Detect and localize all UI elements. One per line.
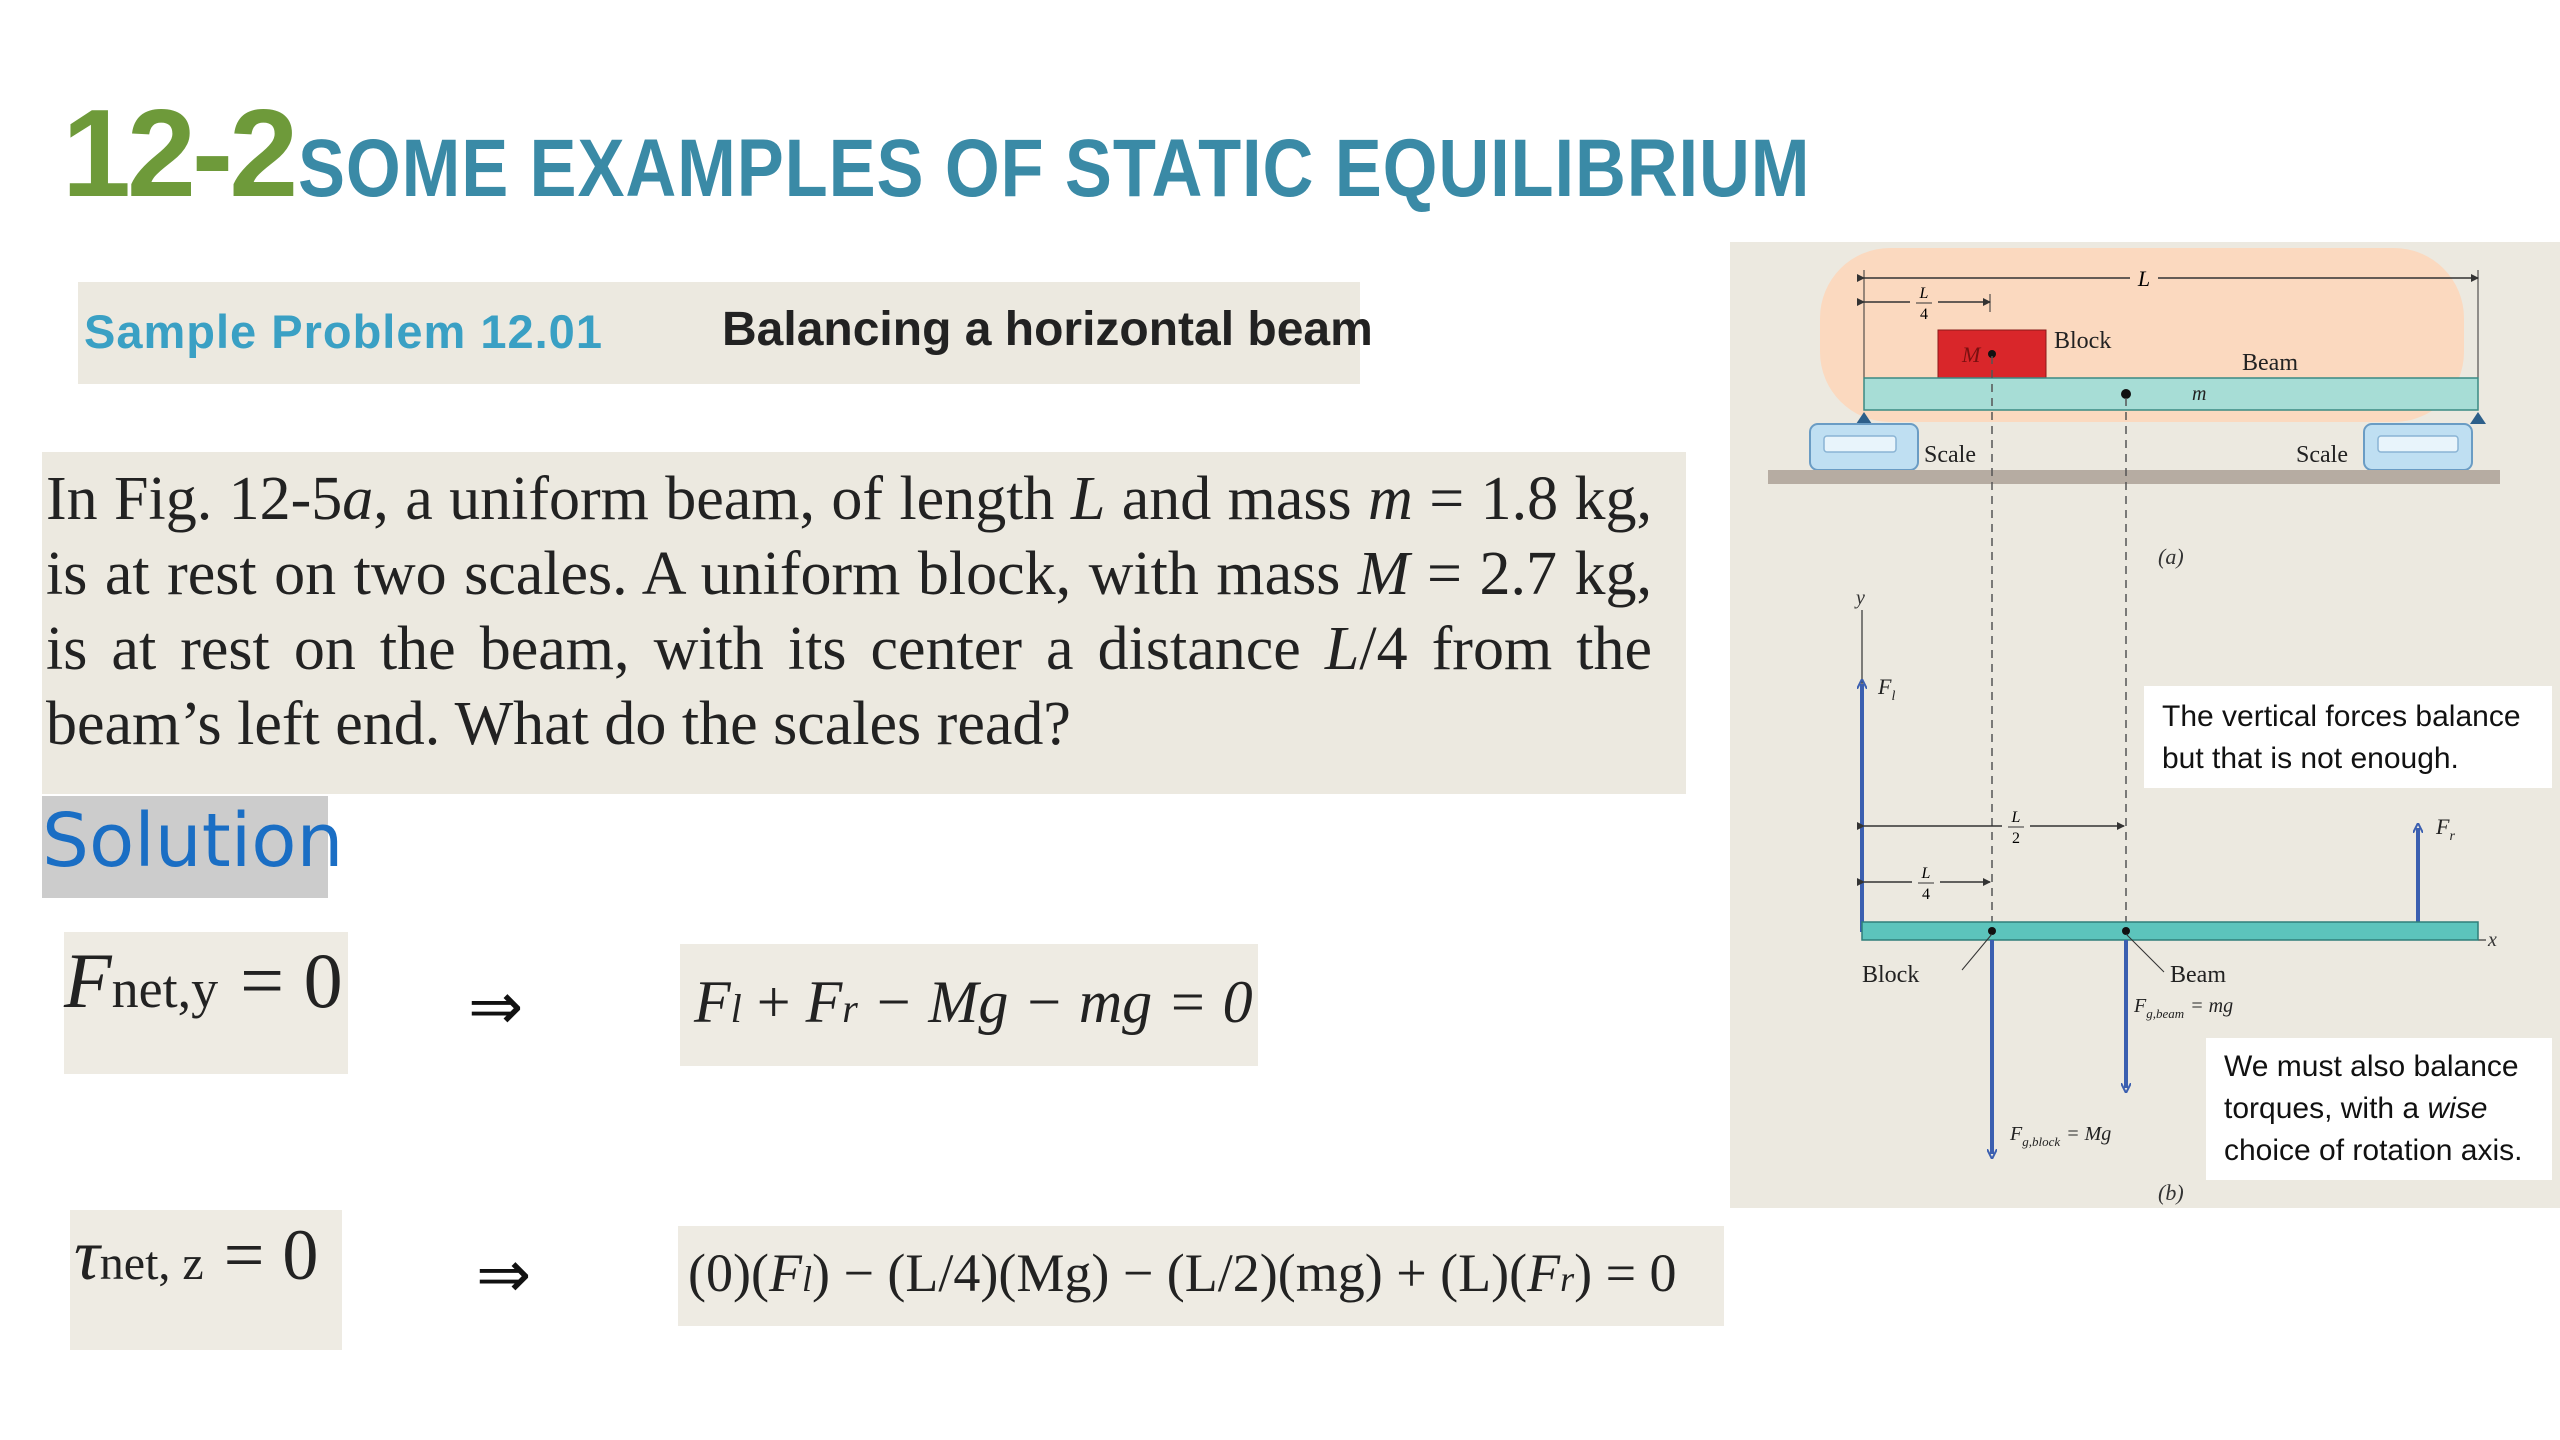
svg-text:Scale: Scale [2296,442,2348,468]
svg-text:M: M [1962,342,1981,367]
implies-arrow-2: ⇒ [476,1236,532,1313]
svg-text:4: 4 [1920,306,1928,323]
solution-heading: Solution [42,798,344,884]
callout-vertical-forces: The vertical forces balance but that is not enough. [2144,686,2552,788]
section-title: SOME EXAMPLES OF STATIC EQUILIBRIUM [298,123,1811,214]
svg-text:y: y [1856,587,1865,609]
block-label: Block [2054,328,2112,354]
callout-torques: We must also balance torques, with a wise choice of rotation axis. [2206,1038,2552,1180]
svg-text:L: L [2011,809,2021,826]
svg-text:Fg,block= Mg: $F_{g,block} = Mg$ [2010,1123,2112,1149]
svg-text:Fr: $F_r$ [2436,814,2455,844]
scale-right [2364,424,2472,470]
sample-problem-label: Sample Problem 12.01 [84,305,603,358]
svg-text:Fl: $F_l$ [1878,674,1896,704]
svg-text:L: L [1919,285,1929,302]
section-number: 12-2 [62,85,295,223]
svg-text:m: m [2192,383,2207,405]
svg-text:(a): (a) [2158,544,2184,569]
svg-text:Fg,beam= mg: $F_{g,beam}$ = mg [2134,995,2234,1021]
floor [1768,470,2500,484]
implies-arrow-1: ⇒ [468,968,524,1045]
fbd-beam [1862,922,2478,940]
eq2-lhs: τnet, z = 0 [74,1215,319,1295]
beam-label: Beam [2242,350,2298,376]
eq1-rhs: Fl + Fr − Mg − mg = 0 [694,969,1253,1035]
figure-panel [1730,242,2560,1208]
eq1-lhs: Fnet,y = 0 [64,937,343,1024]
svg-text:(b): (b) [2158,1180,2184,1205]
scale-left [1810,424,1918,470]
svg-text:L: L [1921,865,1931,882]
svg-text:x: x [2488,929,2497,951]
svg-text:Block: Block [1862,962,1920,988]
svg-text:Scale: Scale [1924,442,1976,468]
problem-statement: In Fig. 12-5a, a uniform beam, of length L and mass m = 1.8 kg, is at rest on two scales. A uniform block, with mass M = 2.7 kg, is at rest on the beam, with its center a distance L/4 from the beam’s left end. What do the scales read? [46,465,1652,758]
svg-text:Beam: Beam [2170,962,2226,988]
svg-text:2: 2 [2012,830,2020,847]
sample-problem-title: Balancing a horizontal beam [722,303,1373,356]
eq2-rhs: (0)(Fl) − (L/4)(Mg) − (L/2)(mg) + (L)(Fr) = 0 [688,1243,1677,1303]
length-label: L [2137,266,2151,291]
svg-text:4: 4 [1922,886,1930,903]
beam [1864,378,2478,410]
